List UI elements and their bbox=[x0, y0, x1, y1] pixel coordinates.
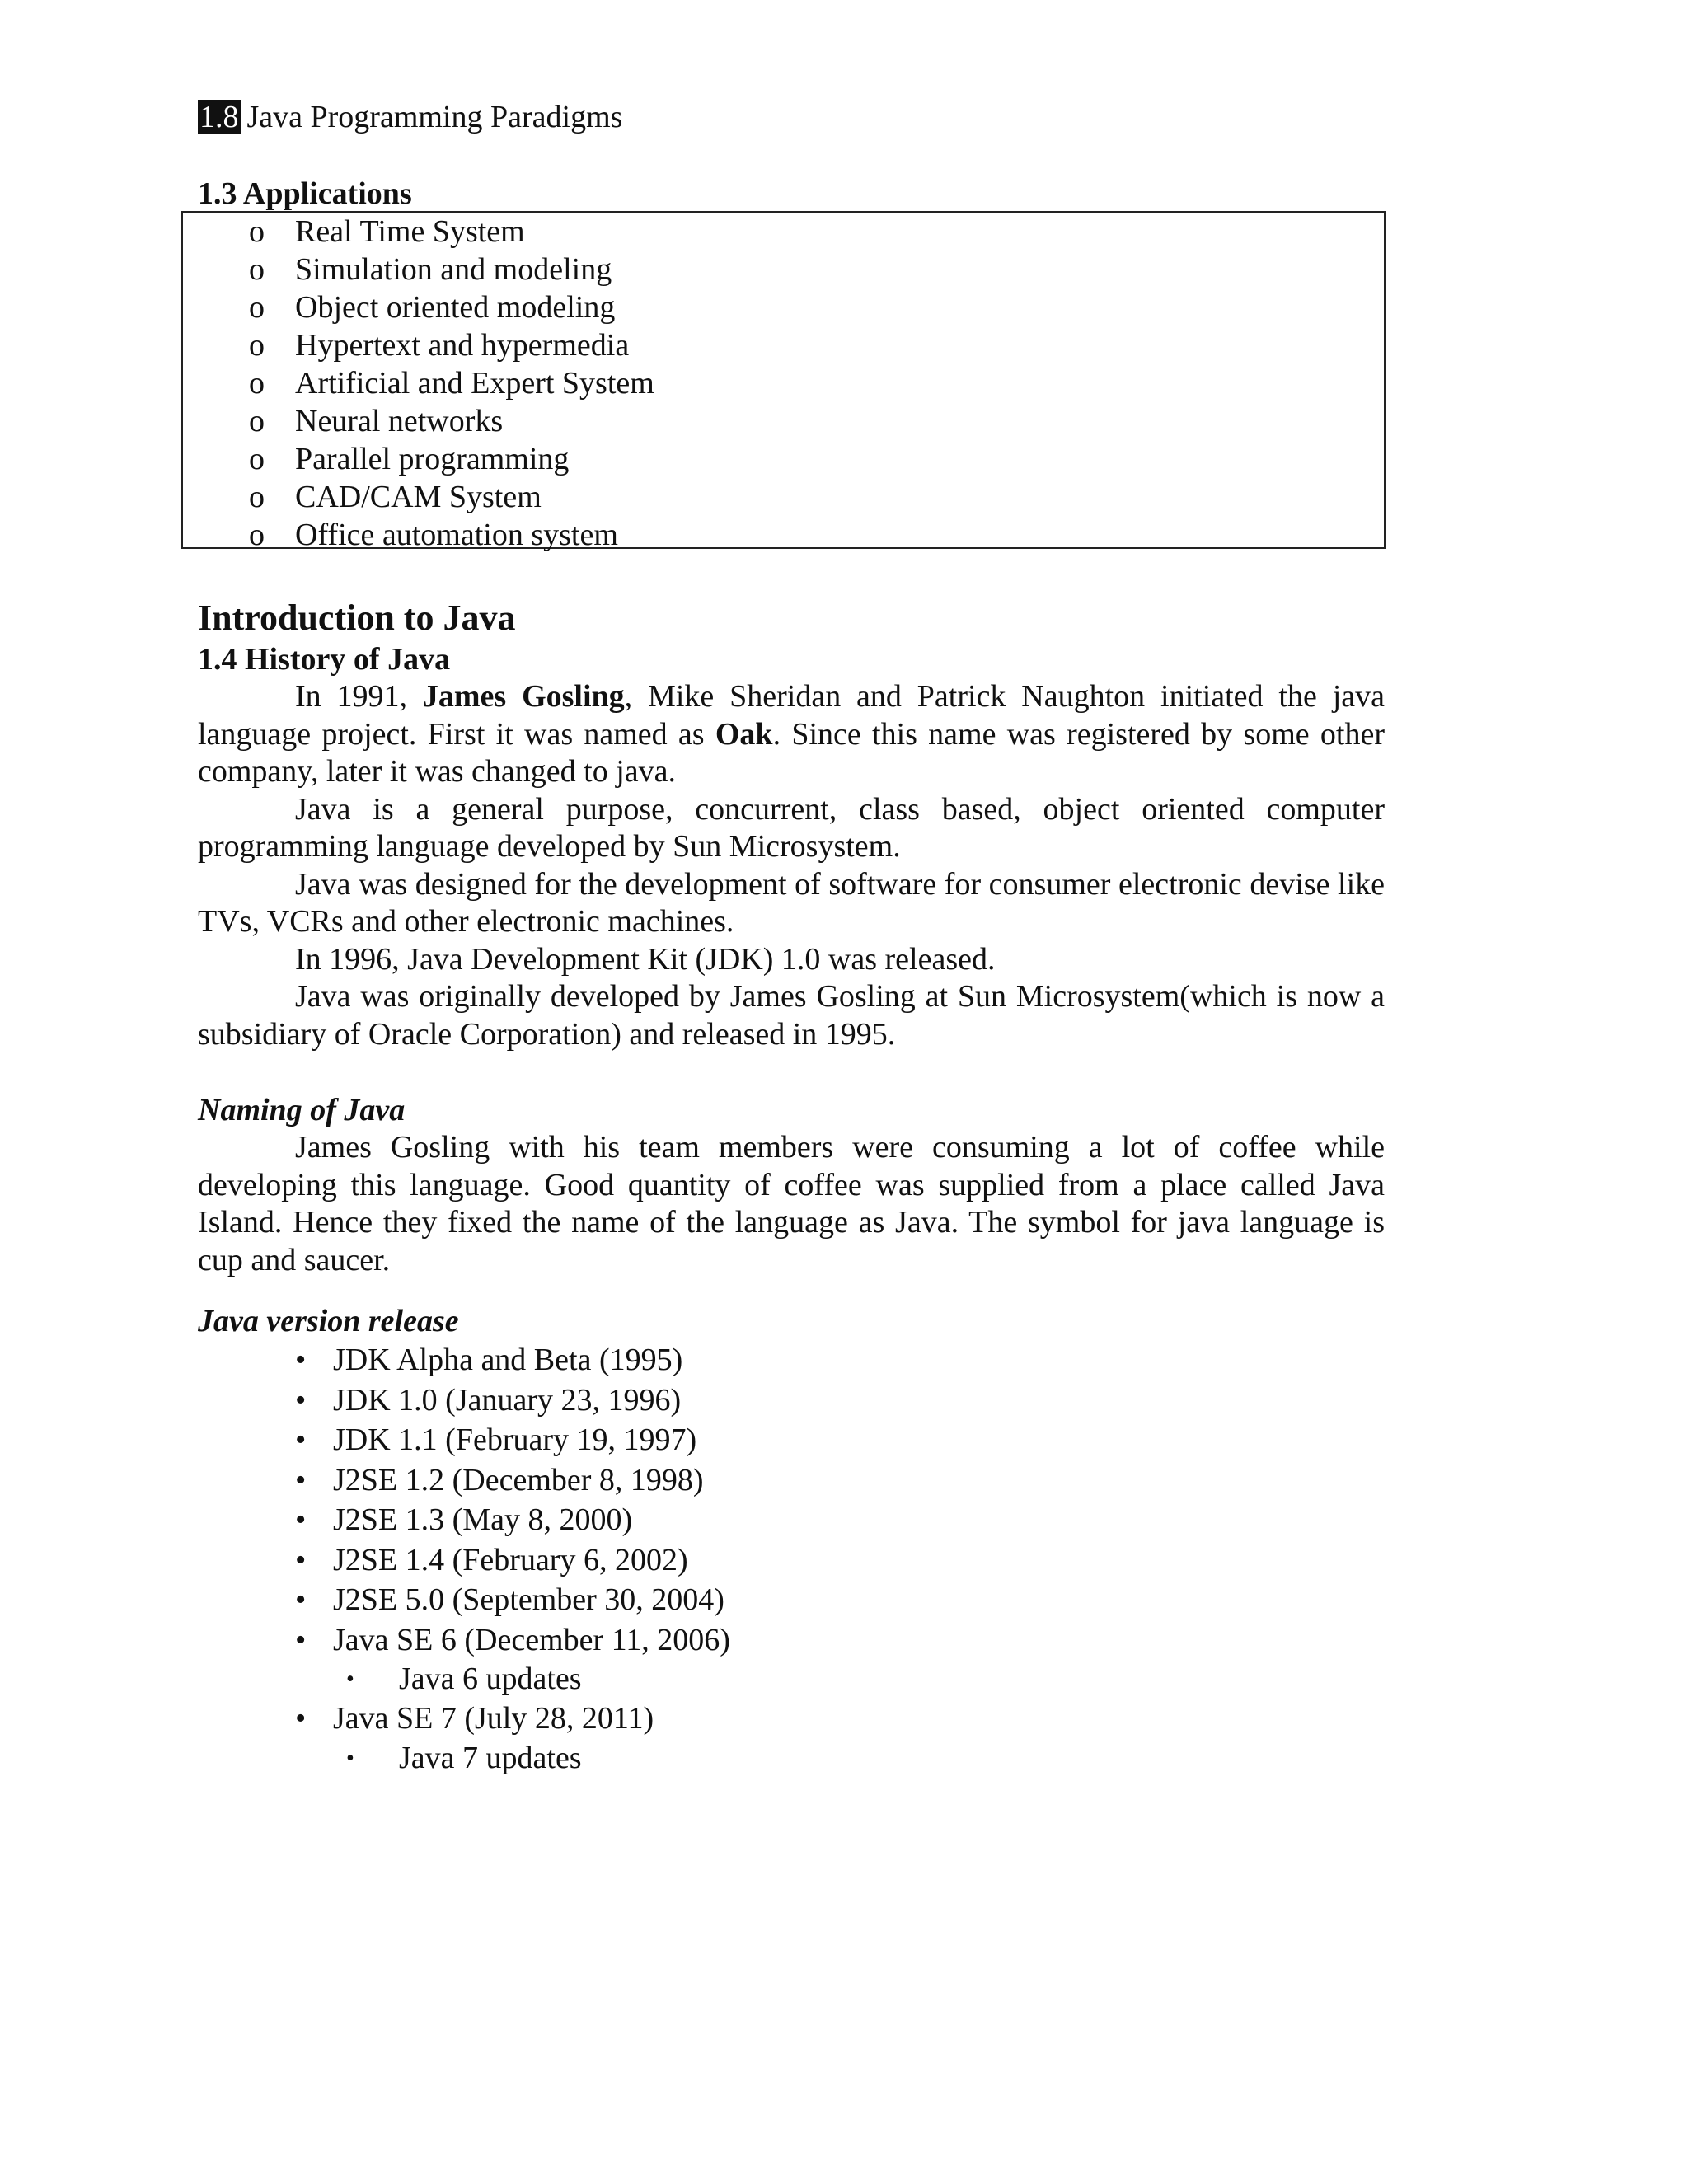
history-paragraph-2: Java is a general purpose, concurrent, class based, object oriented computer programming language developed by Sun Microsystem. bbox=[198, 791, 1385, 864]
history-paragraph-1: In 1991, James Gosling, Mike Sheridan and Patrick Naughton initiated the java language project. First it was named as Oak. Since this name was registered by some other company, later it was changed to java. bbox=[198, 679, 1385, 789]
bullet-icon: • bbox=[295, 1502, 307, 1537]
applications-heading: 1.3 Applications bbox=[198, 176, 412, 211]
circle-bullet-icon: o bbox=[249, 480, 265, 514]
history-paragraph-3: Java was designed for the development of software for consumer electronic devise like TVs, VCRs and other electronic machines. bbox=[198, 866, 1385, 939]
bullet-icon: • bbox=[295, 1422, 307, 1457]
bold-name: James Gosling bbox=[422, 679, 625, 714]
circle-bullet-icon: o bbox=[249, 442, 265, 476]
bullet-icon: • bbox=[295, 1701, 307, 1736]
circle-bullet-icon: o bbox=[249, 518, 265, 552]
bullet-icon: • bbox=[295, 1582, 307, 1617]
bold-oak: Oak bbox=[715, 716, 773, 752]
running-header bbox=[198, 97, 622, 137]
circle-bullet-icon: o bbox=[249, 366, 265, 401]
small-bullet-icon: • bbox=[346, 1745, 354, 1771]
document-page: 1.8 Java Programming Paradigms 1.3 Applications o Real Time System o Simulation and modeling o Object oriented modeling o Hypertext and hypermedia o Artificial and Expert System o Neural networks o Parallel programming o CAD/CAM System o Office automation system Introduction to Java 1.4 History of Java In 1991, James Gosling, Mike Sheridan and Patrick Naughton initiated the java language project. First it was named as Oak. Since this name was registered by some other company, later it was changed to java. Java is a general purpose, concurrent, class based, object oriented computer programming language developed by Sun Microsystem. Java was designed for the development of software for consumer electronic devise like TVs, VCRs and other electronic machines. In 1996, Java Development Kit (JDK) 1.0 was released. Java was originally developed by James Gosling at Sun Microsystem(which is now a subsidiary of Oracle Corporation) and released in 1995. Naming of Java James Gosling with his team members were consuming a lot of coffee while developing this language. Good quantity of coffee was supplied from a place called Java Island. Hence they fixed the name of the language as Java. The symbol for java language is cup and saucer. Java version release • JDK Alpha and Beta (1995) • JDK 1.0 (January 23, 1996) • JDK 1.1 (February 19, 1997) • J2SE 1.2 (December 8, 1998) • J2SE 1.3 (May 8, 2000) • J2SE 1.4 (February 6, 2002) • J2SE 5.0 (September 30, 2004) • Java SE 6 (December 11, 2006) • Java 6 updates • Java SE 7 (July 28, 2011) • Java 7 updates bbox=[0, 0, 1688, 2184]
history-paragraph-4: In 1996, Java Development Kit (JDK) 1.0 was released. bbox=[295, 941, 996, 977]
version-heading: Java version release bbox=[198, 1304, 459, 1338]
bullet-icon: • bbox=[295, 1343, 307, 1377]
circle-bullet-icon: o bbox=[249, 252, 265, 287]
introduction-heading: Introduction to Java bbox=[198, 598, 516, 638]
applications-box: o Real Time System o Simulation and modeling o Object oriented modeling o Hypertext and hypermedia o Artificial and Expert System o Neural networks o Parallel programming o CAD/CAM System o Office automation system bbox=[181, 211, 1386, 549]
bullet-icon: • bbox=[295, 1542, 307, 1577]
circle-bullet-icon: o bbox=[249, 214, 265, 249]
bullet-icon: • bbox=[295, 1462, 307, 1497]
bullet-icon: • bbox=[295, 1382, 307, 1418]
circle-bullet-icon: o bbox=[249, 328, 265, 363]
page-number: 1.8 bbox=[199, 100, 239, 134]
history-heading: 1.4 History of Java bbox=[198, 642, 451, 677]
circle-bullet-icon: o bbox=[249, 404, 265, 438]
running-title: Java Programming Paradigms bbox=[246, 100, 623, 134]
history-paragraph-5: Java was originally developed by James Gosling at Sun Microsystem(which is now a subsidiary of Oracle Corporation) and released in 1995. bbox=[198, 979, 1385, 1052]
naming-paragraph: James Gosling with his team members were consuming a lot of coffee while developing this language. Good quantity of coffee was supplied from a place called Java Island. Hence they fixed the name of the language as Java. The symbol for java language is cup and saucer. bbox=[198, 1130, 1385, 1277]
small-bullet-icon: • bbox=[346, 1666, 354, 1692]
bullet-icon: • bbox=[295, 1622, 307, 1657]
circle-bullet-icon: o bbox=[249, 290, 265, 325]
naming-heading: Naming of Java bbox=[198, 1093, 406, 1127]
history-paragraphs bbox=[198, 678, 1385, 1053]
